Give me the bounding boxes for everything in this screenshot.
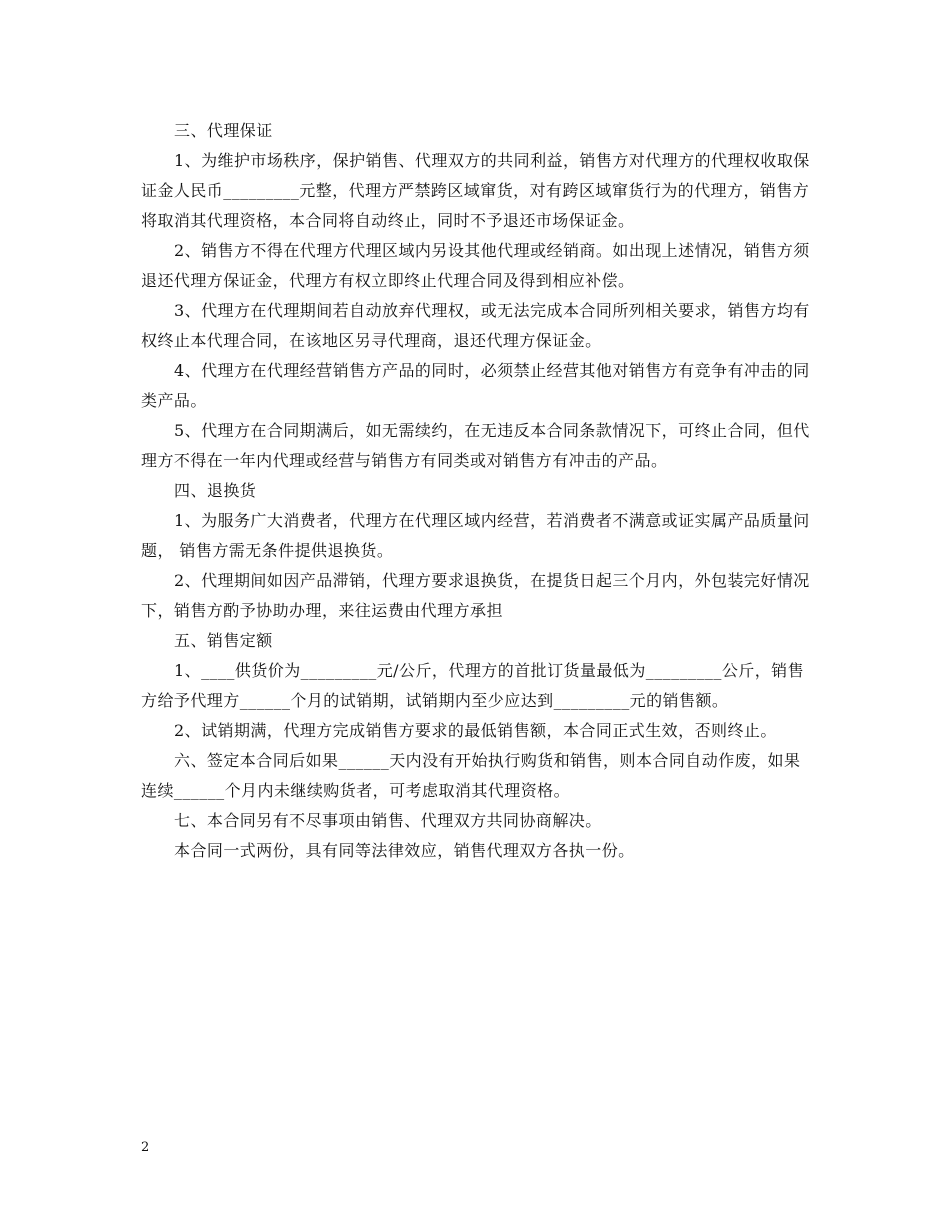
clause-paragraph: 2、试销期满，代理方完成销售方要求的最低销售额，本合同正式生效，否则终止。 (174, 721, 777, 740)
document-body (141, 116, 813, 866)
clause-paragraph: 2、代理期间如因产品滞销，代理方要求退换货，在提货日起三个月内，外包装完好情况下，销售方酌予协助办理，来往运费由代理方承担 (141, 571, 810, 620)
clause-paragraph: 1、____供货价为_________元/公斤，代理方的首批订货量最低为_________公斤，销售方给予代理方______个月的试销期，试销期内至少应达到_________元的销售额。 (141, 661, 805, 710)
section-heading-agency-guarantee: 三、代理保证 (174, 121, 273, 140)
clause-paragraph: 七、本合同另有不尽事项由销售、代理双方共同协商解决。 (174, 811, 602, 830)
page-number: 2 (141, 1140, 150, 1155)
clause-paragraph: 4、代理方在代理经营销售方产品的同时，必须禁止经营其他对销售方有竞争有冲击的同类产品。 (141, 361, 810, 410)
clause-paragraph: 1、为维护市场秩序，保护销售、代理双方的共同利益，销售方对代理方的代理权收取保证金人民币_________元整，代理方严禁跨区域窜货，对有跨区域窜货行为的代理方，销售方将取消其代理资格，本合同将自动终止，同时不予退还市场保证金。 (141, 151, 810, 230)
clause-paragraph: 2、销售方不得在代理方代理区域内另设其他代理或经销商。如出现上述情况，销售方须退还代理方保证金，代理方有权立即终止代理合同及得到相应补偿。 (141, 241, 810, 290)
section-heading-returns: 四、退换货 (174, 481, 257, 500)
section-heading-sales-quota: 五、销售定额 (174, 631, 273, 650)
clause-paragraph: 3、代理方在代理期间若自动放弃代理权，或无法完成本合同所列相关要求，销售方均有权终止本代理合同，在该地区另寻代理商，退还代理方保证金。 (141, 301, 810, 350)
clause-paragraph: 六、签定本合同后如果______天内没有开始执行购货和销售，则本合同自动作废，如果连续______个月内未继续购货者，可考虑取消其代理资格。 (141, 751, 801, 800)
clause-paragraph: 1、为服务广大消费者，代理方在代理区域内经营，若消费者不满意或证实属产品质量问题， 销售方需无条件提供退换货。 (141, 511, 810, 560)
clause-paragraph: 5、代理方在合同期满后，如无需续约，在无违反本合同条款情况下，可终止合同，但代理方不得在一年内代理或经营与销售方有同类或对销售方有冲击的产品。 (141, 421, 810, 470)
closing-paragraph: 本合同一式两份，具有同等法律效应，销售代理双方各执一份。 (174, 841, 635, 860)
